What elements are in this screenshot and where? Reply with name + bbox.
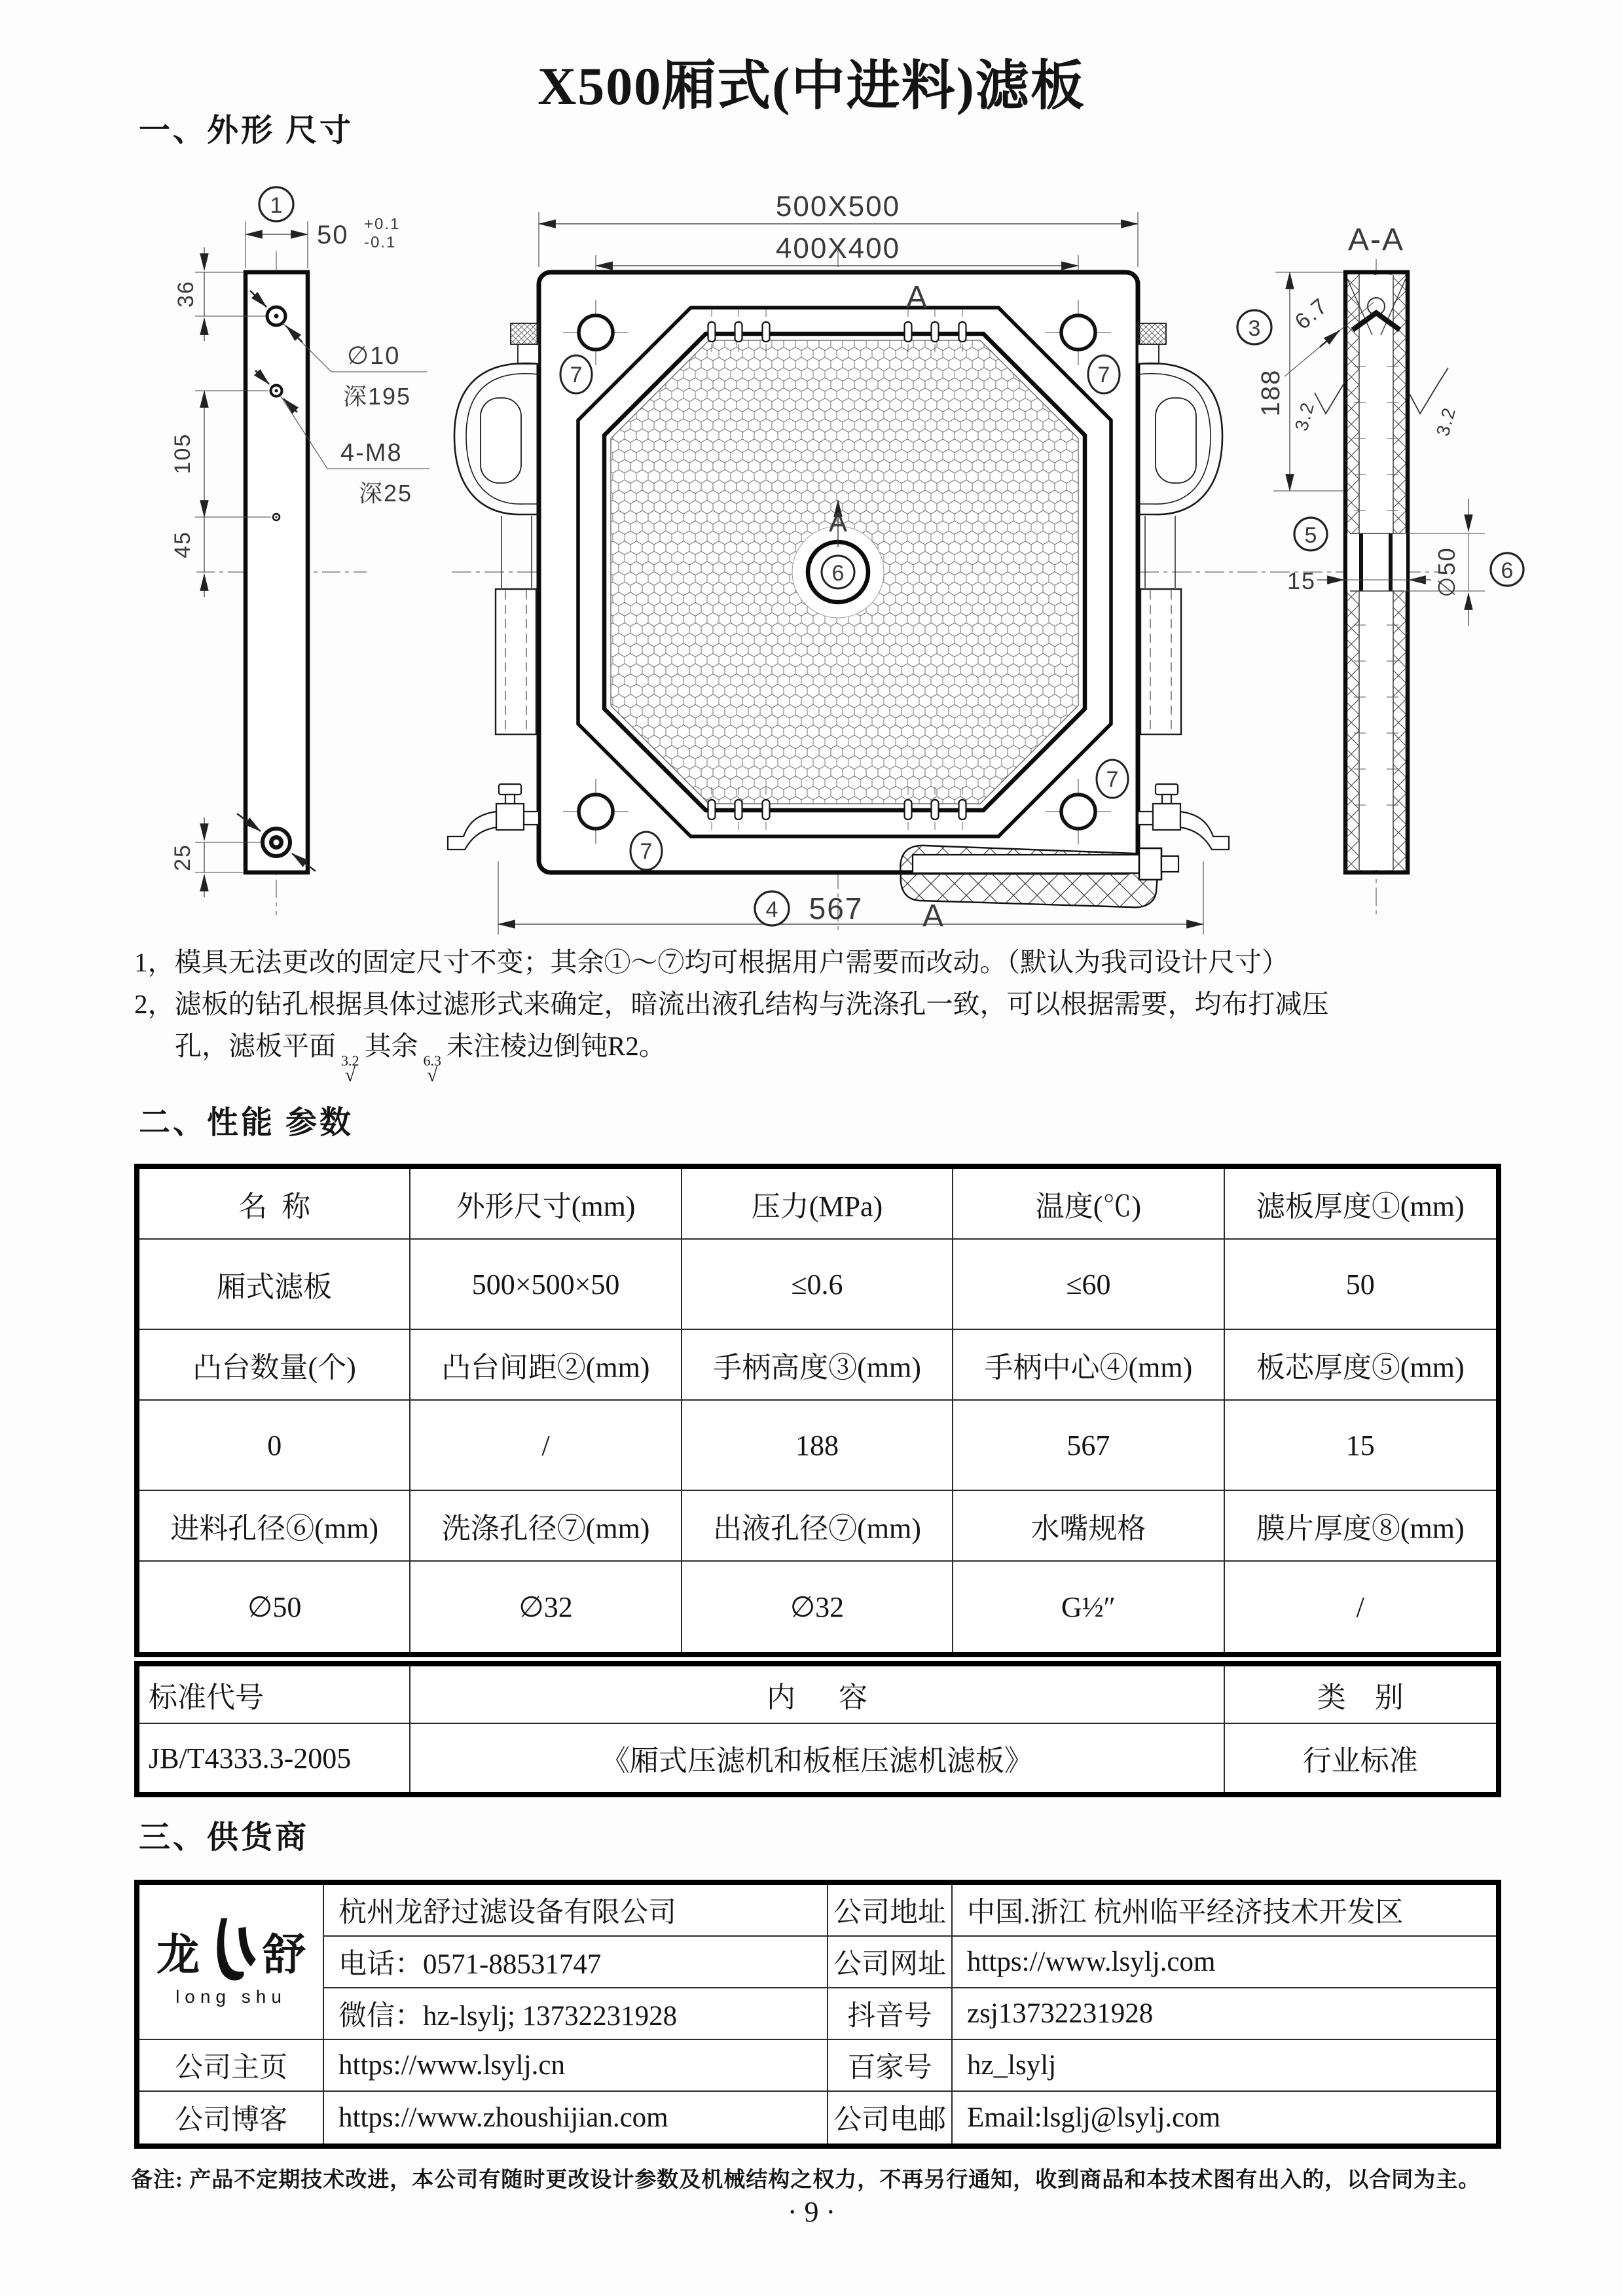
perf-header-cell: 温度(℃) <box>953 1169 1224 1240</box>
footer-disclaimer: 备注: 产品不定期技术改进，本公司有随时更改设计参数及机械结构之权力，不再另行通知，收到商品和本技术图有出入的，以合同为主。 <box>131 2168 1481 2192</box>
balloon-6-section-num: 6 <box>1501 558 1514 583</box>
technical-drawing <box>0 0 1623 995</box>
dim-feed-50: ∅50 <box>1433 547 1460 598</box>
baijia-label: 百家号 <box>828 2040 953 2092</box>
perf-value-cell: / <box>1356 1590 1364 1623</box>
perf-header-cell: 水嘴规格 <box>953 1491 1224 1562</box>
perf-value-cell: 0 <box>139 1401 410 1491</box>
surface-finish-symbol: 3.2 √ <box>341 1052 359 1086</box>
left-faucet <box>448 784 539 850</box>
dim-36: 36 <box>173 280 198 308</box>
balloon-6-num: 6 <box>831 561 845 586</box>
address-label: 公司地址 <box>828 1885 953 1937</box>
right-faucet <box>1138 784 1229 850</box>
section-mark-center: A <box>828 507 848 537</box>
perf-value-cell: G½″ <box>953 1562 1224 1652</box>
dim-45: 45 <box>170 531 195 558</box>
note-1: 1，模具无法更改的固定尺寸不变；其余①～⑦均可根据用户需要而改动。（默认为我司设计尺寸） <box>134 947 1288 977</box>
roughness-right: 3.2 <box>1432 404 1460 439</box>
website-value[interactable]: https://www.lsylj.com <box>953 1937 1496 1988</box>
wechat-value: 微信：hz-lsylj; 13732231928 <box>324 1988 828 2040</box>
perf-header-cell: 板芯厚度⑤(mm) <box>1225 1330 1496 1401</box>
baijia-value: hz_lsylj <box>953 2040 1496 2092</box>
perf-header-cell: 手柄高度③(mm) <box>682 1330 953 1401</box>
perf-value-cell: ∅32 <box>410 1562 682 1652</box>
perf-value-cell: ≤0.6 <box>682 1240 953 1330</box>
hole-depth-note: 深195 <box>343 383 412 410</box>
balloon-5-num: 5 <box>1304 523 1317 548</box>
dim-567: 567 <box>809 891 864 925</box>
section-view <box>1237 223 1523 916</box>
std-category-cell: 行业标准 <box>1302 1745 1418 1777</box>
balloon-3-num: 3 <box>1248 316 1261 341</box>
page-number: · 9 · <box>787 2196 836 2228</box>
thread-depth-note: 深25 <box>359 480 413 507</box>
balloon-7-num: 7 <box>640 839 653 864</box>
dim-50-tol-up: +0.1 <box>364 215 401 233</box>
balloon-7-num: 7 <box>1097 363 1110 387</box>
email-label: 公司电邮 <box>828 2092 953 2144</box>
drawing-notes <box>134 941 1542 1085</box>
perf-value-cell: ≤60 <box>953 1240 1224 1330</box>
perf-header-cell: 进料孔径⑥(mm) <box>139 1491 410 1562</box>
perf-value-cell: 50 <box>1225 1240 1496 1330</box>
section-label: A-A <box>1347 223 1405 257</box>
dim-6-7: 6.7 <box>1290 293 1333 335</box>
logo-mark-icon <box>201 1917 261 1985</box>
section-heading-supplier: 三、供货商 <box>139 1820 310 1855</box>
company-name: 杭州龙舒过滤设备有限公司 <box>324 1885 828 1937</box>
dim-50: 50 <box>317 221 349 249</box>
homepage-value[interactable]: https://www.lsylj.cn <box>324 2040 828 2092</box>
section-mark-bottom: A <box>922 899 944 933</box>
std-header-cell: 内 容 <box>410 1666 1224 1724</box>
phone-value: 电话：0571-88531747 <box>324 1937 828 1988</box>
balloon-4-num: 4 <box>765 897 778 922</box>
email-value[interactable]: Email:lsglj@lsylj.com <box>967 2102 1221 2133</box>
bottom-handle <box>900 846 1178 907</box>
perf-value-cell: / <box>410 1401 682 1491</box>
balloon-1-num: 1 <box>270 193 283 218</box>
perf-value-cell: ∅32 <box>682 1562 953 1652</box>
perf-header-cell: 出液孔径⑦(mm) <box>682 1491 953 1562</box>
perf-header-cell: 压力(MPa) <box>682 1169 953 1240</box>
supplier-table <box>134 1880 1501 2149</box>
hole-dia-note: ∅10 <box>347 342 401 370</box>
perf-value-cell: 15 <box>1225 1401 1496 1491</box>
douyin-value: zsj13732231928 <box>953 1988 1496 2040</box>
blog-value[interactable]: https://www.zhoushijian.com <box>324 2092 828 2144</box>
homepage-label: 公司主页 <box>139 2040 324 2092</box>
roughness-left: 3.2 <box>1290 399 1319 433</box>
surface-finish-symbol: 6.3 √ <box>423 1052 441 1086</box>
left-handle <box>454 323 539 734</box>
blog-label: 公司博客 <box>139 2092 324 2144</box>
section-mark-top: A <box>905 280 928 315</box>
perf-header-cell: 滤板厚度①(mm) <box>1225 1169 1496 1240</box>
note-2-line1: 2，滤板的钻孔根据具体过滤形式来确定，暗流出液孔结构与洗涤孔一致，可以根据需要，均布打减压 <box>134 989 1329 1019</box>
logo-char-long: 龙 <box>156 1931 200 1979</box>
perf-value-cell: 厢式滤板 <box>139 1240 410 1330</box>
perf-header-cell: 外形尺寸(mm) <box>410 1169 682 1240</box>
dim-500x500: 500X500 <box>775 190 901 223</box>
side-view <box>170 187 429 915</box>
company-logo <box>139 1885 324 2040</box>
perf-value-cell: 188 <box>682 1401 953 1491</box>
perf-value-cell: ∅50 <box>139 1562 410 1652</box>
note-2-line2: 孔，滤板平面 3.2 √ 其余 6.3 √ 未注棱边倒钝R2。 <box>175 1031 666 1086</box>
thread-note: 4-M8 <box>340 439 403 467</box>
website-label: 公司网址 <box>828 1937 953 1988</box>
balloon-7-num: 7 <box>570 363 583 387</box>
section-heading-parameters: 二、性能 参数 <box>139 1105 354 1140</box>
perf-header-cell: 手柄中心④(mm) <box>953 1330 1224 1401</box>
dim-15: 15 <box>1286 567 1317 594</box>
std-header-cell: 类 别 <box>1225 1666 1496 1724</box>
balloon-7-num: 7 <box>1106 767 1119 792</box>
dim-50-tol-down: -0.1 <box>364 234 397 251</box>
address-value: 中国.浙江 杭州临平经济技术开发区 <box>953 1885 1496 1937</box>
performance-table <box>134 1164 1501 1657</box>
std-content-cell: 《厢式压滤机和板框压滤机滤板》 <box>410 1724 1224 1792</box>
standard-table <box>134 1661 1501 1797</box>
page-title: X500厢式(中进料)滤板 <box>538 56 1085 116</box>
perf-header-cell: 洗涤孔径⑦(mm) <box>410 1491 682 1562</box>
dim-25: 25 <box>170 844 195 871</box>
perf-value-cell: 567 <box>953 1401 1224 1491</box>
dim-188: 188 <box>1256 368 1285 417</box>
std-code-cell: JB/T4333.3-2005 <box>139 1724 410 1792</box>
perf-header-cell: 凸台间距②(mm) <box>410 1330 682 1401</box>
dim-400x400: 400X400 <box>775 232 901 264</box>
section-heading-dimensions: 一、外形 尺寸 <box>139 113 354 148</box>
right-handle <box>1138 323 1222 734</box>
perf-header-cell: 膜片厚度⑧(mm) <box>1225 1491 1496 1562</box>
logo-char-shu: 舒 <box>263 1931 306 1979</box>
perf-header-cell: 名 称 <box>139 1169 410 1240</box>
std-header-cell: 标准代号 <box>139 1666 410 1724</box>
logo-pinyin: long shu <box>175 1986 287 2007</box>
douyin-label: 抖音号 <box>828 1988 953 2040</box>
front-view <box>448 190 1440 935</box>
perf-value-cell: 500×500×50 <box>410 1240 682 1330</box>
dim-105: 105 <box>170 433 195 475</box>
perf-header-cell: 凸台数量(个) <box>139 1330 410 1401</box>
